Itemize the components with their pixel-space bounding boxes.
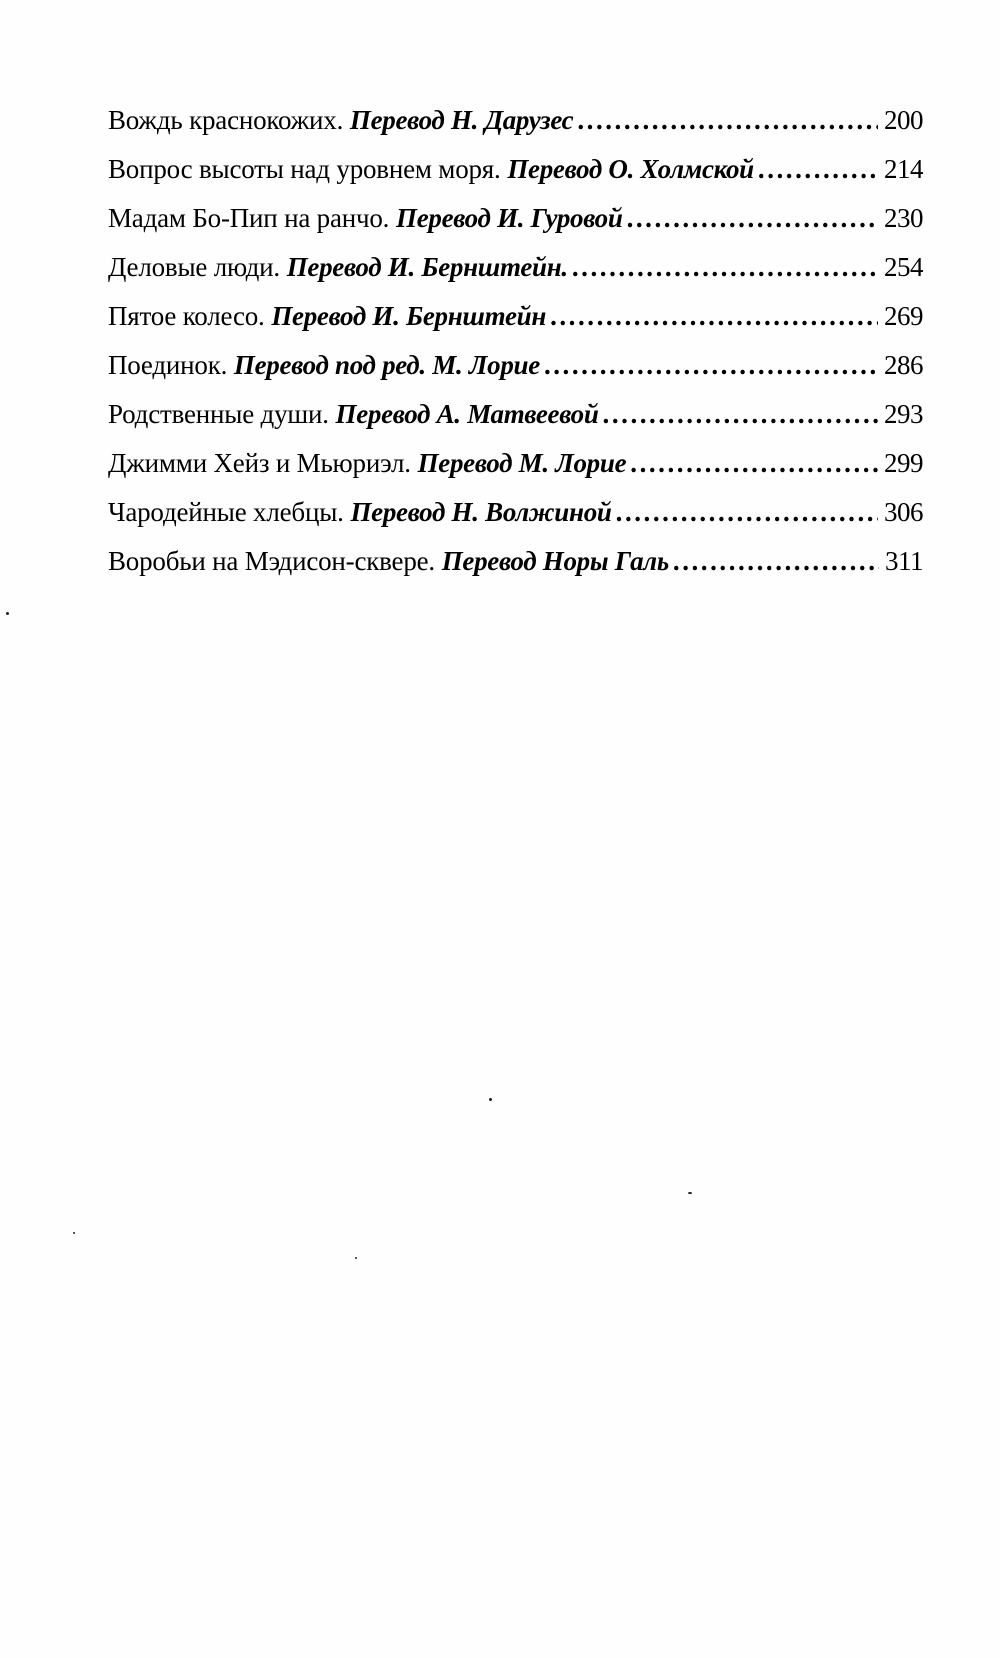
toc-entry-title: Воробьи на Мэдисон-сквере. [108, 546, 435, 576]
toc-entry-translator: Перевод М. Лорие [417, 448, 627, 478]
dot-leader [544, 341, 878, 390]
toc-entry-translator: Перевод И. Гуровой [396, 203, 623, 233]
scan-speck [73, 1232, 75, 1234]
toc-entry-title: Вождь краснокожих. [108, 105, 344, 135]
toc-entry-title: Мадам Бо-Пип на ранчо. [108, 203, 390, 233]
toc-entry-page-number: 269 [884, 301, 923, 331]
toc-entry [108, 194, 923, 243]
toc-entry [108, 145, 923, 194]
toc-entry-title: Родственные души. [108, 399, 329, 429]
dot-leader [758, 145, 878, 194]
scan-speck [355, 1257, 357, 1259]
toc-entry [108, 439, 923, 488]
toc-entry-title: Чародейные хлебцы. [108, 497, 344, 527]
dot-leader [627, 194, 878, 243]
toc-entry-translator: Перевод И. Бернштейн [271, 301, 547, 331]
toc-entry-page-number: 254 [884, 252, 923, 282]
scan-speck [489, 1098, 492, 1101]
dot-leader [572, 243, 878, 292]
toc-entry-page-number: 286 [884, 350, 923, 380]
toc-entry-title: Вопрос высоты над уровнем моря. [108, 154, 501, 184]
toc-entry-page-number: 306 [884, 497, 923, 527]
toc-entry [108, 243, 923, 292]
toc-entry-page-number: 200 [884, 105, 923, 135]
toc-entry-title: Поединок. [108, 350, 228, 380]
toc-entry [108, 292, 923, 341]
toc-entry-page-number: 299 [884, 448, 923, 478]
dot-leader [603, 390, 878, 439]
toc-entry-title: Пятое колесо. [108, 301, 265, 331]
toc-entry-translator: Перевод А. Матвеевой [335, 399, 599, 429]
dot-leader [550, 292, 878, 341]
toc-entry-page-number: 293 [884, 399, 923, 429]
toc-entry-translator: Перевод И. Бернштейн. [286, 252, 568, 282]
toc-entry-translator: Перевод О. Холмской [507, 154, 754, 184]
toc-entry [108, 390, 923, 439]
toc-entry [108, 488, 923, 537]
dot-leader [577, 96, 878, 145]
toc-entry [108, 341, 923, 390]
toc-entry-translator: Перевод под ред. М. Лорие [233, 350, 540, 380]
toc-entry-translator: Перевод Н. Волжиной [350, 497, 612, 527]
toc-entry-translator: Перевод Н. Дарузес [349, 105, 574, 135]
toc-entry [108, 96, 923, 145]
scan-speck [688, 1192, 692, 1194]
toc-entry-title: Джимми Хейз и Мьюриэл. [108, 448, 411, 478]
dot-leader [673, 537, 879, 586]
scan-speck [6, 612, 9, 615]
dot-leader [630, 439, 878, 488]
toc-entry-title: Деловые люди. [108, 252, 280, 282]
toc-entry-page-number: 214 [884, 154, 923, 184]
toc-entry-page-number: 230 [884, 203, 923, 233]
toc-entry [108, 537, 923, 586]
dot-leader [616, 488, 878, 537]
toc-entry-page-number: 311 [885, 546, 923, 576]
toc-entry-translator: Перевод Норы Галь [441, 546, 669, 576]
table-of-contents [108, 96, 923, 586]
